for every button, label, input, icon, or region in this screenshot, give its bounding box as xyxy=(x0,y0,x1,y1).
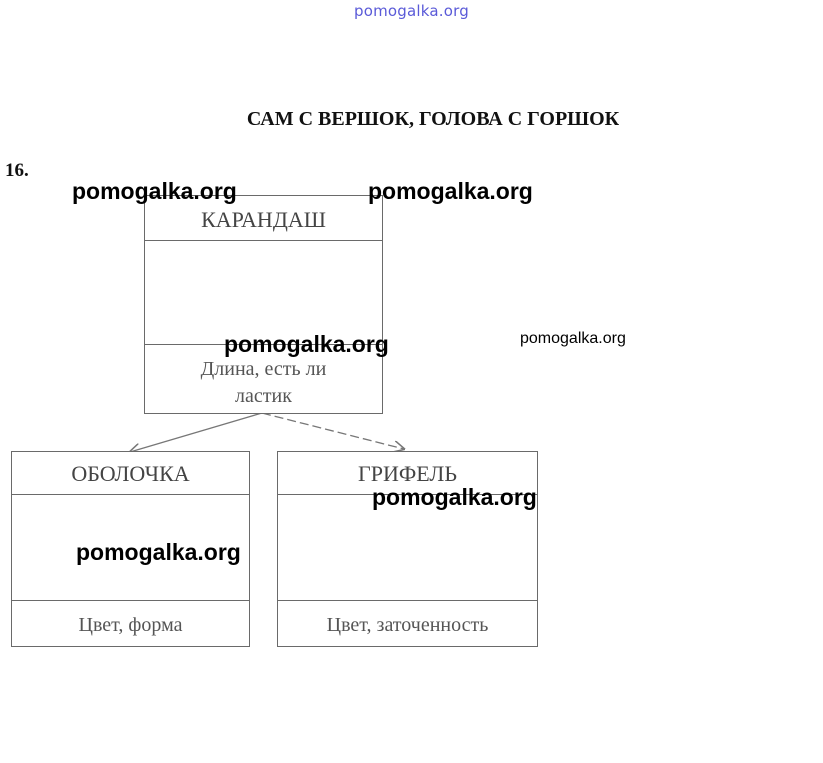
class-attributes-shell: Цвет, форма xyxy=(78,614,183,636)
watermark: pomogalka.org xyxy=(72,178,237,204)
page-title: САМ С ВЕРШОК, ГОЛОВА С ГОРШОК xyxy=(246,108,620,130)
class-divider xyxy=(12,600,249,601)
class-divider xyxy=(278,600,537,601)
task-number: 16. xyxy=(5,160,29,181)
watermark: pomogalka.org xyxy=(520,330,626,347)
class-name-lead: ГРИФЕЛЬ xyxy=(278,452,537,495)
class-attributes-lead: Цвет, заточенность xyxy=(326,614,489,636)
arrow-to-lead xyxy=(262,413,404,449)
watermark: pomogalka.org xyxy=(76,539,241,565)
watermark: pomogalka.org xyxy=(368,178,533,204)
class-box-lead xyxy=(277,451,538,647)
watermark: pomogalka.org xyxy=(372,484,537,510)
class-attributes-pencil: Длина, есть ли ластик xyxy=(200,358,327,407)
class-name-pencil: КАРАНДАШ xyxy=(145,196,382,241)
site-header-link[interactable]: pomogalka.org xyxy=(354,2,469,20)
class-name-shell: ОБОЛОЧКА xyxy=(12,452,249,495)
arrow-to-shell xyxy=(130,413,262,452)
watermark: pomogalka.org xyxy=(224,331,389,357)
class-box-pencil xyxy=(144,195,383,414)
